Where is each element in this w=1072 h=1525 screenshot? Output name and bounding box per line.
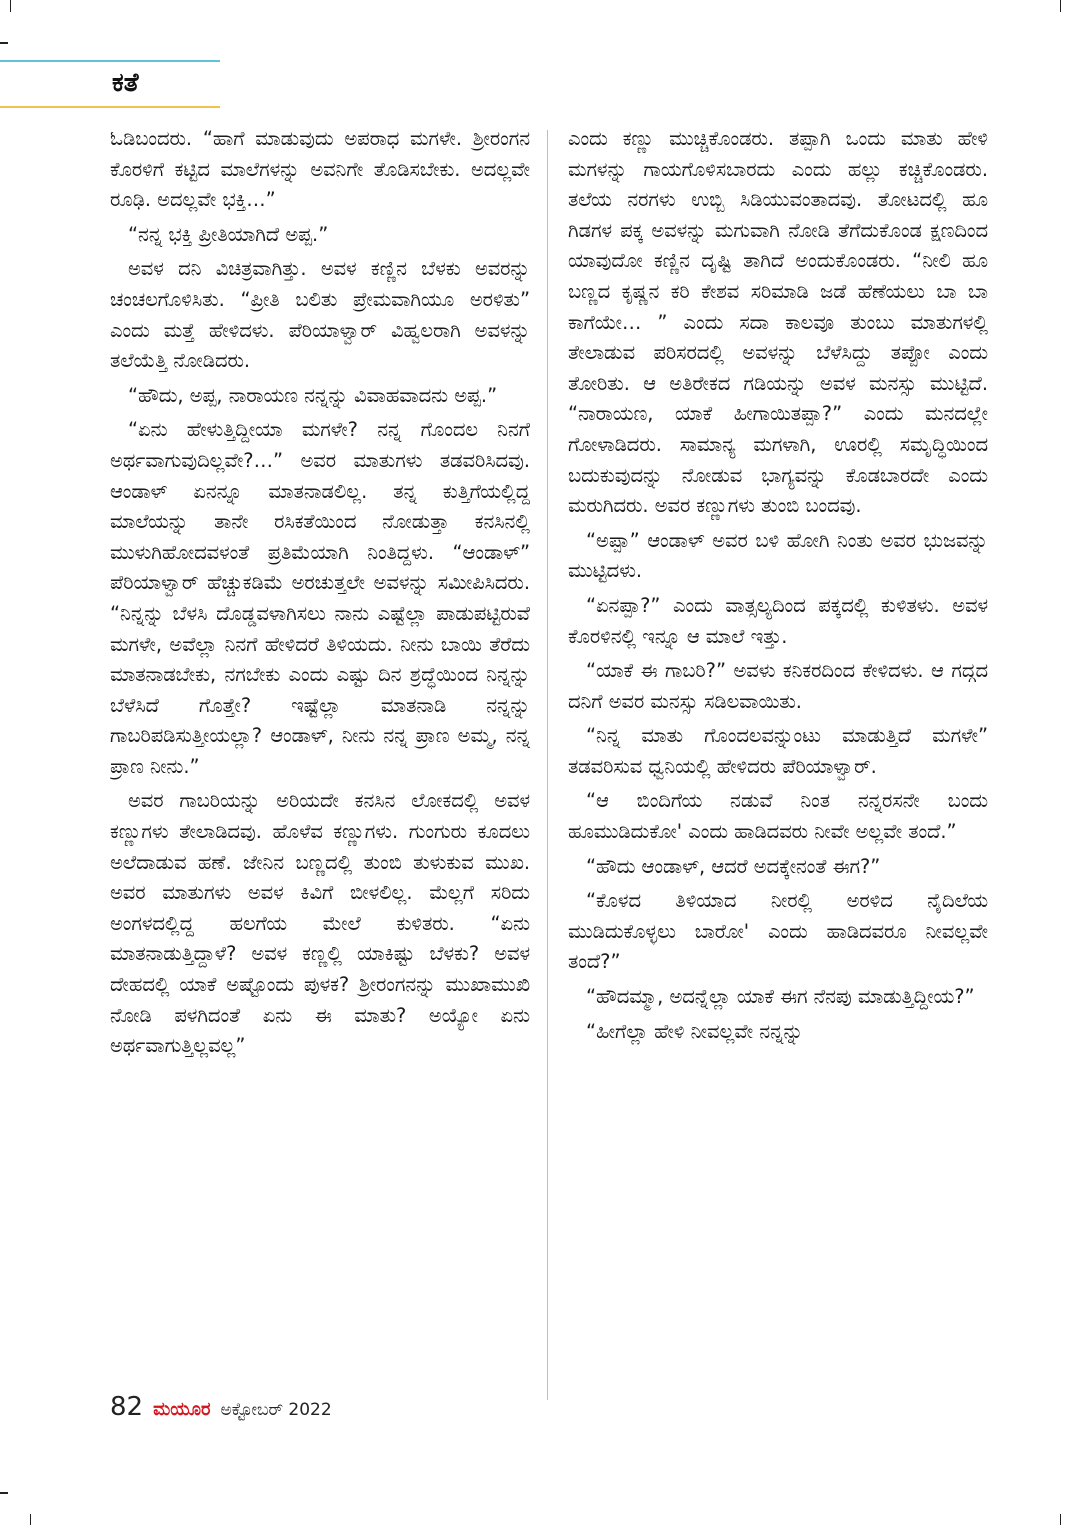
page-number: 82 — [110, 1392, 144, 1422]
issue-date: ಅಕ್ಟೋಬರ್ 2022 — [220, 1400, 332, 1420]
paragraph: ಓಡಿಬಂದರು. “ಹಾಗೆ ಮಾಡುವುದು ಅಪರಾಧ ಮಗಳೇ. ಶ್ರೀರಂಗನ ಕೊರಳಿಗೆ ಕಟ್ಟಿದ ಮಾಲೆಗಳನ್ನು ಅವನಿಗೇ ತೊಡಿಸಬೇಕು. ಅದಲ್ಲವೇ ರೂಢಿ. ಅದಲ್ಲವೇ ಭಕ್ತಿ…” — [110, 127, 530, 212]
paragraph: “ಏನು ಹೇಳುತ್ತಿದ್ದೀಯಾ ಮಗಳೇ? ನನ್ನ ಗೊಂದಲ ನಿನಗೆ ಅರ್ಥವಾಗುವುದಿಲ್ಲವೇ?…” ಅವರ ಮಾತುಗಳು ತಡವರಿಸಿದವು. ಆಂಡಾಳ್ ಏನನ್ನೂ ಮಾತನಾಡಲಿಲ್ಲ. ತನ್ನ ಕುತ್ತಿಗೆಯಲ್ಲಿದ್ದ ಮಾಲೆಯನ್ನು ತಾನೇ ರಸಿಕತೆಯಿಂದ ನೋಡುತ್ತಾ ಕನಸಿನಲ್ಲಿ ಮುಳುಗಿಹೋದವಳಂತೆ ಪ್ರತಿಮೆಯಾಗಿ ನಿಂತಿದ್ದಳು. “ಆಂಡಾಳ್” ಪೆರಿಯಾಳ್ವಾರ್ ಹೆಚ್ಚುಕಡಿಮೆ ಅರಚುತ್ತಲೇ ಅವಳನ್ನು ಸಮೀಪಿಸಿದರು. “ನಿನ್ನನ್ನು ಬೆಳಸಿ ದೊಡ್ಡವಳಾಗಿಸಲು ನಾನು ಎಷ್ಟೆಲ್ಲಾ ಪಾಡುಪಟ್ಟಿರುವೆ ಮಗಳೇ, ಅವೆಲ್ಲಾ ನಿನಗೆ ಹೇಳಿದರೆ ತಿಳಿಯದು. ನೀನು ಬಾಯಿ ತೆರೆದು ಮಾತನಾಡಬೇಕು, ನಗಬೇಕು ಎಂದು ಎಷ್ಟು ದಿನ ಶ್ರದ್ಧೆಯಿಂದ ನಿನ್ನನ್ನು ಬೆಳೆಸಿದೆ ಗೊತ್ತೇ? ಇಷ್ಟೆಲ್ಲಾ ಮಾತನಾಡಿ ನನ್ನನ್ನು ಗಾಬರಿಪಡಿಸುತ್ತೀಯಲ್ಲಾ? ಆಂಡಾಳ್, ನೀನು ನನ್ನ ಪ್ರಾಣ ಅಮ್ಮ, ನನ್ನ ಪ್ರಾಣ ನೀನು.” — [110, 418, 530, 778]
section-label: ಕತೆ — [112, 68, 139, 98]
paragraph: ಅವಳ ದನಿ ವಿಚಿತ್ರವಾಗಿತ್ತು. ಅವಳ ಕಣ್ಣಿನ ಬೆಳಕು ಅವರನ್ನು ಚಂಚಲಗೊಳಿಸಿತು. “ಪ್ರೀತಿ ಬಲಿತು ಪ್ರೇಮವಾಗಿಯೂ ಅರಳಿತು” ಎಂದು ಮತ್ತೆ ಹೇಳಿದಳು. ಪೆರಿಯಾಳ್ವಾರ್ ವಿಹ್ವಲರಾಗಿ ಅವಳನ್ನು ತಲೆಯೆತ್ತಿ ನೋಡಿದರು. — [110, 257, 530, 373]
right-column — [568, 124, 988, 1394]
paragraph: “ಹೌದು, ಅಪ್ಪ, ನಾರಾಯಣ ನನ್ನನ್ನು ವಿವಾಹವಾದನು ಅಪ್ಪ.” — [128, 383, 498, 407]
crop-mark-bottom-left — [30, 1514, 31, 1525]
crop-mark-bottom-right — [1060, 1514, 1061, 1525]
paragraph: “ನನ್ನ ಭಕ್ತಿ ಪ್ರೀತಿಯಾಗಿದೆ ಅಪ್ಪ.” — [128, 222, 329, 246]
paragraph: “ಹೀಗೆಲ್ಲಾ ಹೇಳಿ ನೀವಲ್ಲವೇ ನನ್ನನ್ನು — [586, 1019, 804, 1043]
crop-mark-top-left-h — [0, 42, 8, 44]
magazine-logo: ಮಯೂರ — [153, 1399, 211, 1420]
paragraph: “ಆ ಬಿಂದಿಗೆಯ ನಡುವೆ ನಿಂತ ನನ್ನರಸನೇ ಬಂದು ಹೂಮುಡಿದುಕೋ' ಎಂದು ಹಾಡಿದವರು ನೀವೇ ಅಲ್ಲವೇ ತಂದೆ.” — [568, 789, 988, 844]
paragraph: ಎಂದು ಕಣ್ಣು ಮುಚ್ಚಿಕೊಂಡರು. ತಪ್ಪಾಗಿ ಒಂದು ಮಾತು ಹೇಳಿ ಮಗಳನ್ನು ಗಾಯಗೊಳಿಸಬಾರದು ಎಂದು ಹಲ್ಲು ಕಚ್ಚಿಕೊಂಡರು. ತಲೆಯ ನರಗಳು ಉಬ್ಬಿ ಸಿಡಿಯುವಂತಾದವು. ತೋಟದಲ್ಲಿ ಹೂ ಗಿಡಗಳ ಪಕ್ಕ ಅವಳನ್ನು ಮಗುವಾಗಿ ನೋಡಿ ತೆಗೆದುಕೊಂಡ ಕ್ಷಣದಿಂದ ಯಾವುದೋ ಕಣ್ಣಿನ ದೃಷ್ಟಿ ತಾಗಿದೆ ಅಂದುಕೊಂಡರು. “ನೀಲಿ ಹೂ ಬಣ್ಣದ ಕೃಷ್ಣನ ಕರಿ ಕೇಶವ ಸರಿಮಾಡಿ ಜಡೆ ಹೆಣೆಯಲು ಬಾ ಬಾ ಕಾಗೆಯೇ… ” ಎಂದು ಸದಾ ಕಾಲವೂ ತುಂಬು ಮಾತುಗಳಲ್ಲಿ ತೇಲಾಡುವ ಪರಿಸರದಲ್ಲಿ ಅವಳನ್ನು ಬೆಳೆಸಿದ್ದು ತಪ್ಪೋ ಎಂದು ತೋರಿತು. ಆ ಅತಿರೇಕದ ಗಡಿಯನ್ನು ಅವಳ ಮನಸ್ಸು ಮುಟ್ಟಿದೆ. “ನಾರಾಯಣ, ಯಾಕೆ ಹೀಗಾಯಿತಪ್ಪಾ?” ಎಂದು ಮನದಲ್ಲೇ ಗೋಳಾಡಿದರು. ಸಾಮಾನ್ಯ ಮಗಳಾಗಿ, ಊರಲ್ಲಿ ಸಮೃದ್ಧಿಯಿಂದ ಬದುಕುವುದನ್ನು ನೋಡುವ ಭಾಗ್ಯವನ್ನು ಕೊಡಬಾರದೇ ಎಂದು ಮರುಗಿದರು. ಅವರ ಕಣ್ಣುಗಳು ತುಂಬಿ ಬಂದವು. — [568, 127, 988, 518]
page-footer — [110, 1392, 332, 1422]
paragraph: “ಹೌದು ಆಂಡಾಳ್, ಆದರೆ ಅದಕ್ಕೇನಂತೆ ಈಗ?” — [586, 854, 881, 878]
crop-mark-bottom-left-h — [0, 1492, 8, 1494]
left-column — [110, 124, 530, 1394]
paragraph: “ಯಾಕೆ ಈ ಗಾಬರಿ?” ಅವಳು ಕನಿಕರದಿಂದ ಕೇಳಿದಳು. ಆ ಗದ್ಗದ ದನಿಗೆ ಅವರ ಮನಸ್ಸು ಸಡಿಲವಾಯಿತು. — [568, 659, 988, 713]
paragraph: “ಕೊಳದ ತಿಳಿಯಾದ ನೀರಲ್ಲಿ ಅರಳಿದ ನೈದಿಲೆಯ ಮುಡಿದುಕೊಳ್ಳಲು ಬಾರೋ' ಎಂದು ಹಾಡಿದವರೂ ನೀವಲ್ಲವೇ ತಂದೆ?” — [568, 889, 988, 974]
column-divider — [547, 130, 548, 1400]
paragraph: “ನಿನ್ನ ಮಾತು ಗೊಂದಲವನ್ನುಂಟು ಮಾಡುತ್ತಿದೆ ಮಗಳೇ” ತಡವರಿಸುವ ಧ್ವನಿಯಲ್ಲಿ ಹೇಳಿದರು ಪೆರಿಯಾಳ್ವಾರ್. — [568, 724, 988, 778]
paragraph: “ಏನಪ್ಪಾ?” ಎಂದು ವಾತ್ಸಲ್ಯದಿಂದ ಪಕ್ಕದಲ್ಲಿ ಕುಳಿತಳು. ಅವಳ ಕೊರಳಿನಲ್ಲಿ ಇನ್ನೂ ಆ ಮಾಲೆ ಇತ್ತು. — [568, 593, 988, 648]
paragraph: “ಅಪ್ಪಾ” ಆಂಡಾಳ್ ಅವರ ಬಳಿ ಹೋಗಿ ನಿಂತು ಅವರ ಭುಜವನ್ನು ಮುಟ್ಟಿದಳು. — [568, 528, 988, 583]
paragraph: “ಹೌದಮ್ಮಾ, ಅದನ್ನೆಲ್ಲಾ ಯಾಕೆ ಈಗ ನೆನಪು ಮಾಡುತ್ತಿದ್ದೀಯ?” — [586, 985, 975, 1009]
paragraph: ಅವರ ಗಾಬರಿಯನ್ನು ಅರಿಯದೇ ಕನಸಿನ ಲೋಕದಲ್ಲಿ ಅವಳ ಕಣ್ಣುಗಳು ತೇಲಾಡಿದವು. ಹೊಳೆವ ಕಣ್ಣುಗಳು. ಗುಂಗುರು ಕೂದಲು ಅಲೆದಾಡುವ ಹಣೆ. ಜೇನಿನ ಬಣ್ಣದಲ್ಲಿ ತುಂಬಿ ತುಳುಕುವ ಮುಖ. ಅವರ ಮಾತುಗಳು ಅವಳ ಕಿವಿಗೆ ಬೀಳಲಿಲ್ಲ. ಮೆಲ್ಲಗೆ ಸರಿದು ಅಂಗಳದಲ್ಲಿದ್ದ ಹಲಗೆಯ ಮೇಲೆ ಕುಳಿತರು. “ಏನು ಮಾತನಾಡುತ್ತಿದ್ದಾಳೆ? ಅವಳ ಕಣ್ಣಲ್ಲಿ ಯಾಕಿಷ್ಟು ಬೆಳಕು? ಅವಳ ದೇಹದಲ್ಲಿ ಯಾಕೆ ಅಷ್ಟೊಂದು ಪುಳಕ? ಶ್ರೀರಂಗನನ್ನು ಮುಖಾಮುಖಿ ನೋಡಿ ಪಳಗಿದಂತೆ ಏನು ಈ ಮಾತು? ಅಯ್ಯೋ ಏನು ಅರ್ಥವಾಗುತ್ತಿಲ್ಲವಲ್ಲ” — [110, 789, 530, 1058]
header-rule-yellow — [0, 106, 220, 108]
crop-mark-top-left — [10, 0, 11, 12]
crop-mark-top-right — [1060, 0, 1061, 12]
header-rule-cyan — [0, 60, 220, 62]
